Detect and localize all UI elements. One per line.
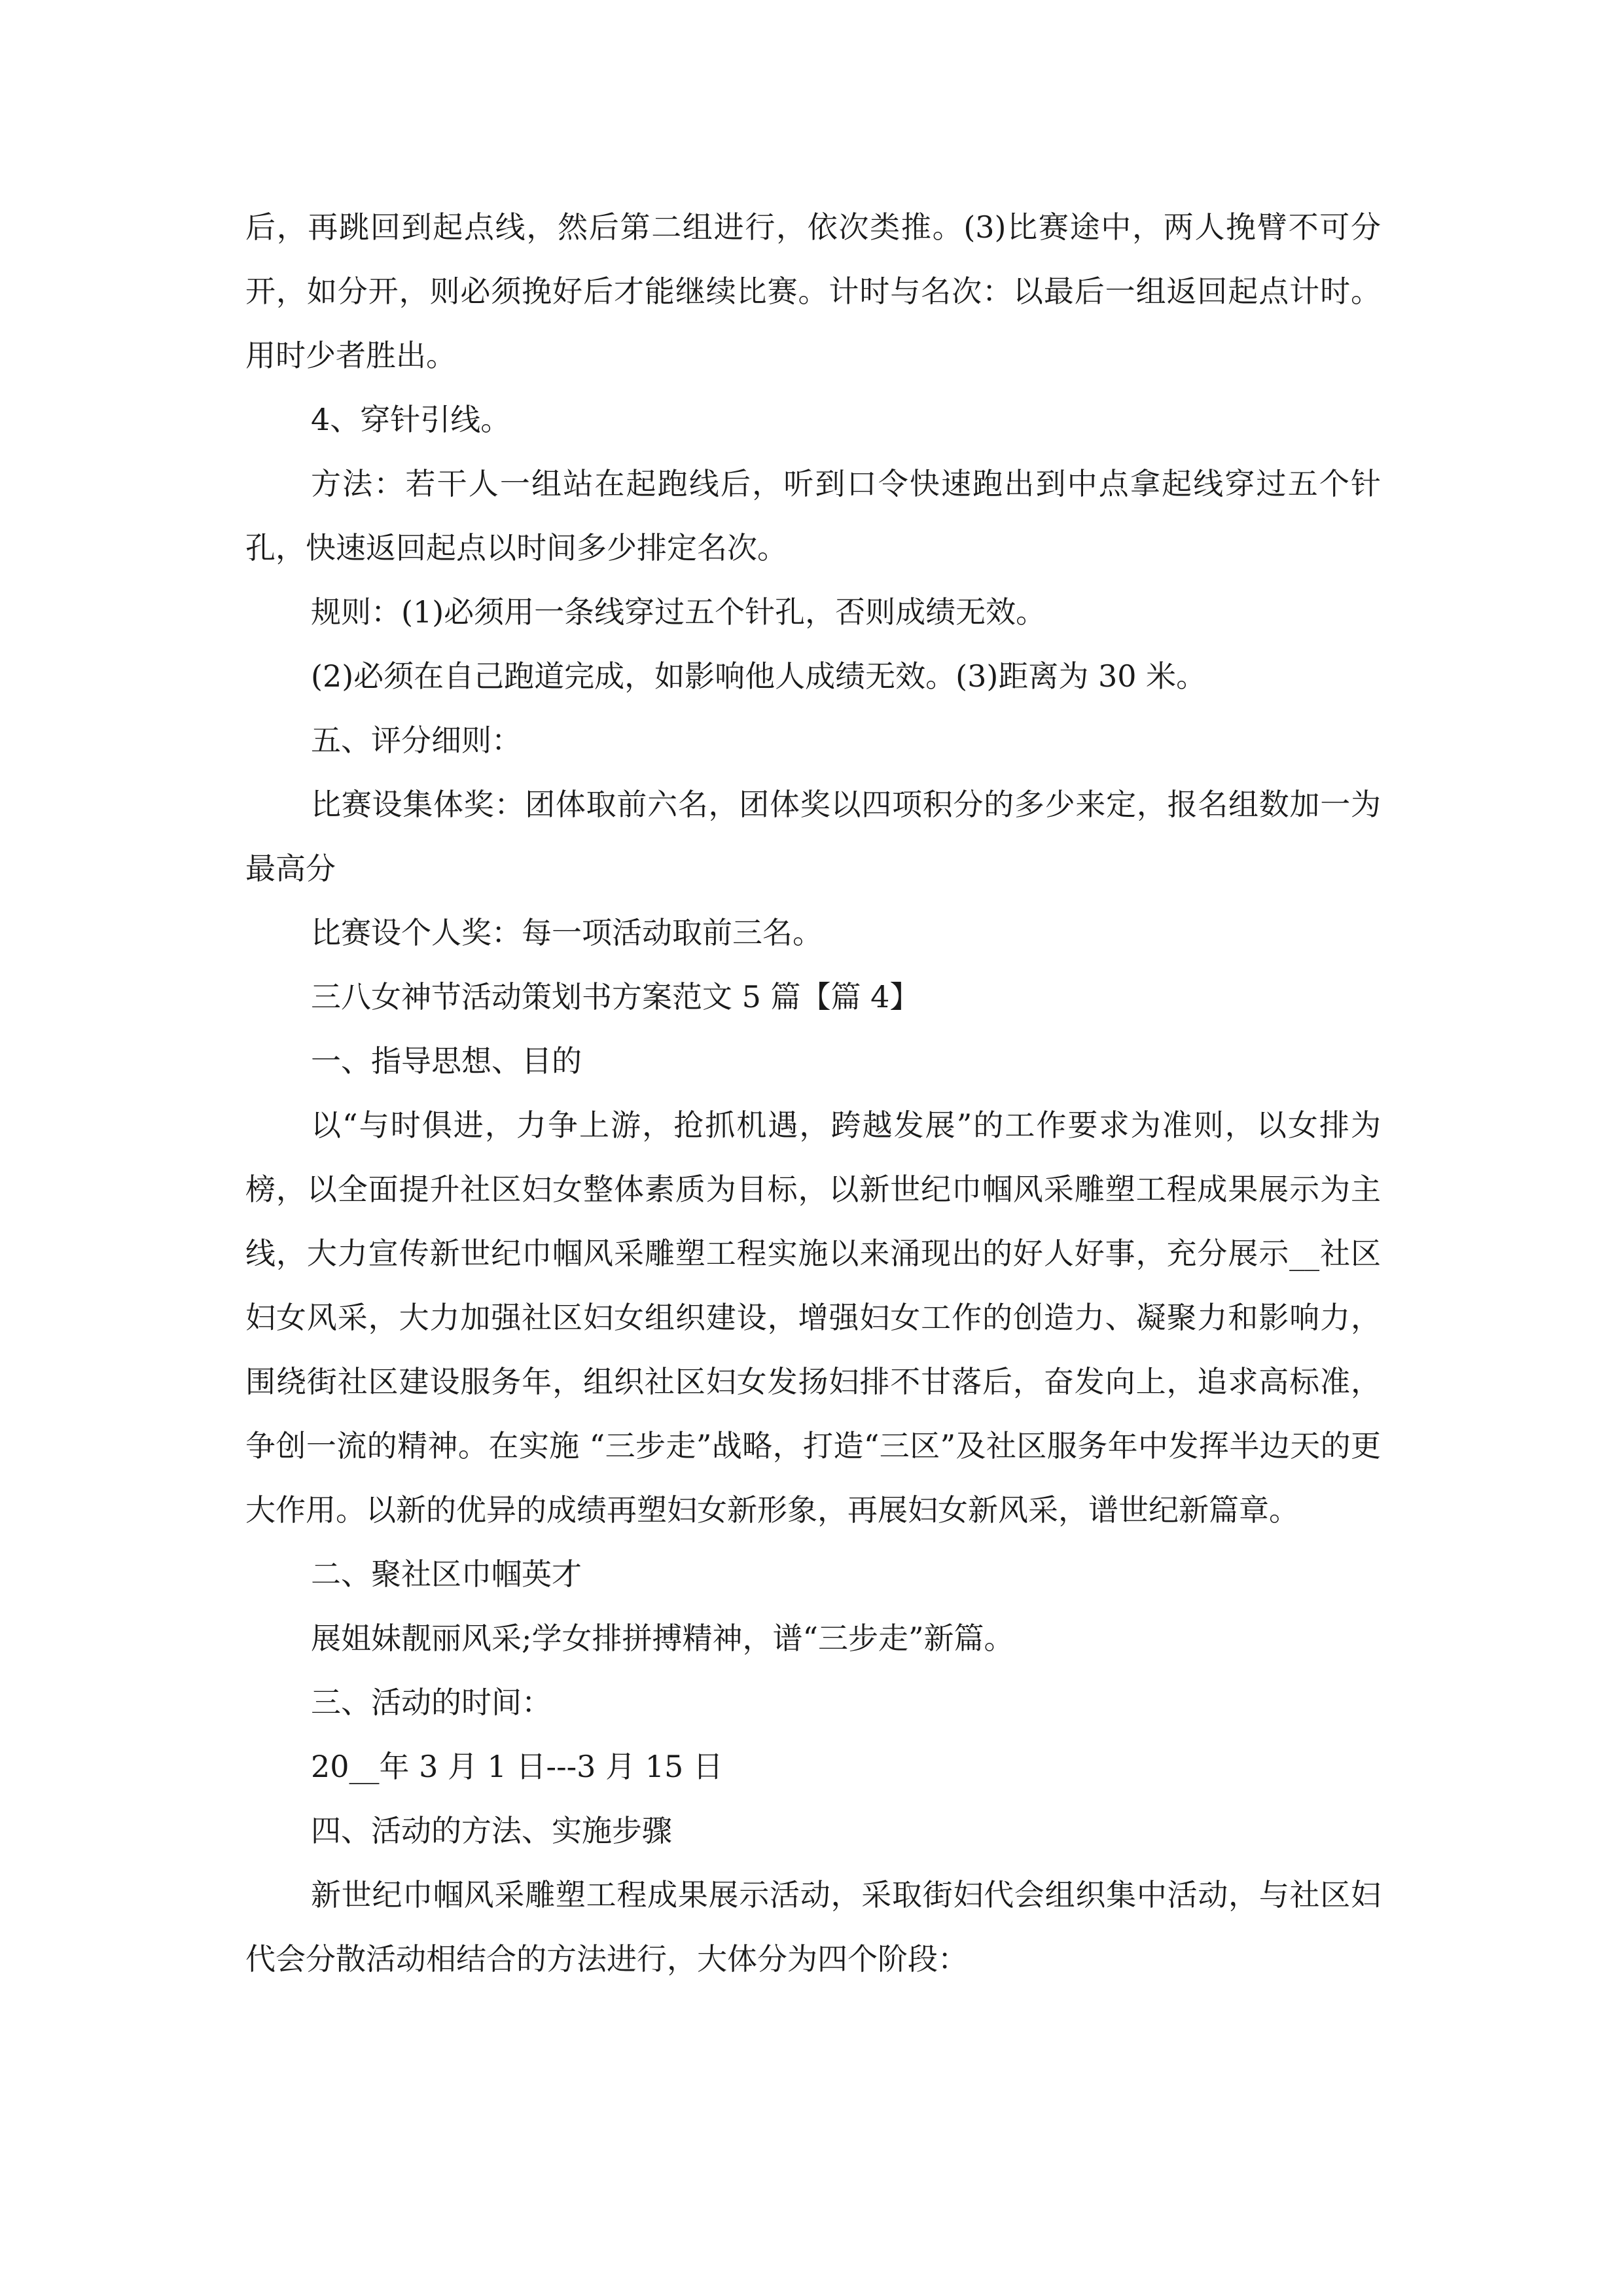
paragraph-individual-award: 比赛设个人奖：每一项活动取前三名。 — [311, 915, 823, 950]
document-body — [245, 195, 1381, 1991]
paragraph-rule-2-3: (2)必须在自己跑道完成，如影响他人成绩无效。(3)距离为 30 米。 — [311, 658, 1207, 694]
paragraph-item-4-heading: 4、穿针引线。 — [311, 402, 511, 437]
paragraph-methods: 新世纪巾帼风采雕塑工程成果展示活动，采取街妇代会组织集中活动，与社区妇代会分散活动相结合的方法进行，大体分为四个阶段： — [245, 1877, 1381, 1977]
paragraph-method: 方法：若干人一组站在起跑线后，听到口令快速跑出到中点拿起线穿过五个针孔，快速返回起点以时间多少排定名次。 — [245, 466, 1381, 565]
section-heading-methods: 四、活动的方法、实施步骤 — [311, 1813, 672, 1848]
paragraph-slogan: 展姐妹靓丽风采;学女排拼搏精神，谱“三步走”新篇。 — [311, 1621, 1014, 1656]
paragraph-rules-continued: 后，再跳回到起点线，然后第二组进行，依次类推。(3)比赛途中，两人挽臂不可分开，如分开，则必须挽好后才能继续比赛。计时与名次：以最后一组返回起点计时。用时少者胜出。 — [245, 209, 1381, 373]
paragraph-guiding-ideology: 以“与时俱进，力争上游，抢抓机遇，跨越发展”的工作要求为准则，以女排为榜，以全面提升社区妇女整体素质为目标，以新世纪巾帼风采雕塑工程成果展示为主线，大力宣传新世纪巾帼风采雕塑工程实施以来涌现出的好人好事，充分展示__社区妇女风采，大力加强社区妇女组织建设，增强妇女工作的创造力、凝聚力和影响力，围绕街社区建设服务年，组织社区妇女发扬妇排不甘落后，奋发向上，追求高标准，争创一流的精神。在实施 “三步走”战略，打造“三区”及社区服务年中发挥半边天的更大作用。以新的优异的成绩再塑妇女新形象，再展妇女新风采，谱世纪新篇章。 — [245, 1107, 1381, 1528]
paragraph-rule-1: 规则：(1)必须用一条线穿过五个针孔，否则成绩无效。 — [311, 594, 1046, 630]
section-heading-scoring: 五、评分细则： — [311, 723, 522, 758]
paragraph-date-range: 20__年 3 月 1 日---3 月 15 日 — [311, 1749, 723, 1784]
article-title: 三八女神节活动策划书方案范文 5 篇【篇 4】 — [311, 979, 920, 1014]
section-heading-time: 三、活动的时间： — [311, 1685, 552, 1720]
section-heading-gather-talent: 二、聚社区巾帼英才 — [311, 1556, 582, 1592]
paragraph-team-award: 比赛设集体奖：团体取前六名，团体奖以四项积分的多少来定，报名组数加一为最高分 — [245, 787, 1381, 886]
section-heading-guiding-ideology: 一、指导思想、目的 — [311, 1043, 582, 1079]
